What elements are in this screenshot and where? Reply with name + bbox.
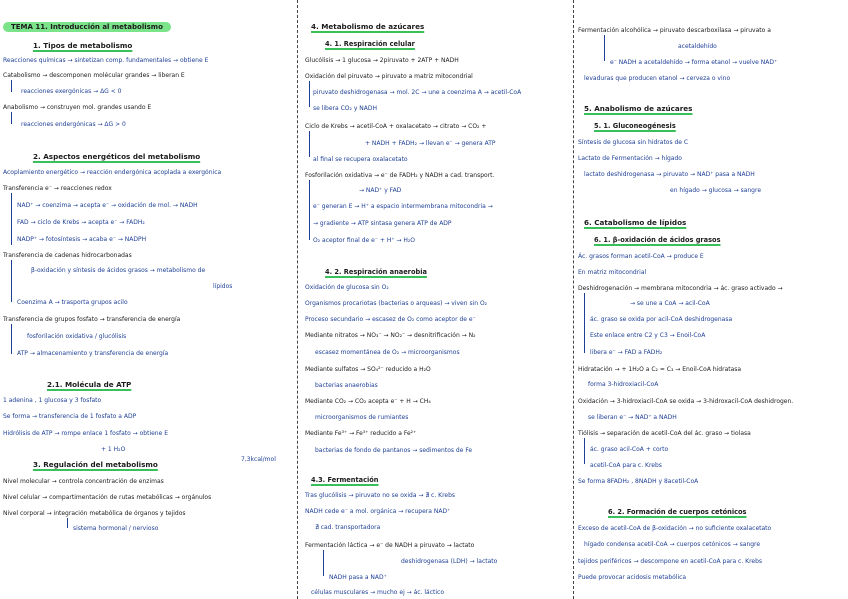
note-line: en hígado → glucosa → sangre [670,187,762,194]
note-line: Hidrólisis de ATP → rompe enlace 1 fosfato → obtiene E [3,430,168,437]
note-line: se libera CO₂ y NADH [313,105,378,112]
note-line: Fosforilación oxidativa → e⁻ de FADH₂ y NADH a cad. transport. [305,172,495,179]
subsection-heading: 5. 1. Gluconeogénesis [594,122,676,130]
note-line: Transferencia de cadenas hidrocarbonadas [3,252,132,259]
note-line: Transferencia e⁻ → reacciones redox [3,185,112,192]
note-line: NADH pasa a NAD⁺ [329,574,387,581]
note-line: Tras glucólisis → piruvato no se oxida → ∄ c. Krebs [305,492,456,499]
note-line: deshidrogenasa (LDH) → lactato [401,558,498,565]
note-line: Lactato de Fermentación → hígado [578,155,682,162]
bracket-line [309,131,310,157]
section-heading: 3. Regulación del metabolismo [33,460,158,469]
note-line: Glucólisis → 1 glucosa → 2piruvato + 2ATP + NADH [305,57,459,64]
note-line: Fermentación láctica → e⁻ de NADH a piruvato → lactato [305,542,475,549]
bracket-line [67,518,68,528]
note-line: β-oxidación y síntesis de ácidos grasos → metabolismo de [31,267,206,274]
note-line: sistema hormonal / nervioso [73,525,159,532]
note-line: piruvato deshidrogenasa → mol. 2C → une a coenzima A → acetil-CoA [313,89,522,96]
section-heading: 1. Tipos de metabolismo [33,41,133,50]
bracket-line [309,81,310,107]
note-line: Oxidación → 3-hidroxiacil-CoA se oxida → 3-hidroxacil-CoA deshidrogen. [578,398,794,405]
note-line: Síntesis de glucosa sin hidratos de C [578,139,689,146]
note-line: Mediante sulfatos → SO₄²⁻ reducido a H₂O [305,366,431,373]
column-divider-1 [297,0,298,599]
bracket-line [584,438,585,464]
subsection-heading: 4. 2. Respiración anaerobia [325,268,427,276]
section-heading: 5. Anabolismo de azúcares [584,104,693,113]
bracket-line [604,35,605,61]
note-line: Se forma → transferencia de 1 fosfato a ADP [3,413,137,420]
note-line: acetaldehído [678,43,717,50]
note-line: Nivel molecular → controla concentración de enzimas [3,478,164,485]
column-2 [305,0,570,599]
note-line: Nivel corporal → integración metabólica de órganos y tejidos [3,510,186,517]
note-line: Deshidrogenación → membrana mitocondria → ác. graso activado → [578,285,783,292]
note-line: microorganismos de rumiantes [315,414,409,421]
bracket-line [11,112,12,124]
note-line: Puede provocar acidosis metabólica [578,574,687,581]
note-line: Fermentación alcohólica → piruvato descarboxilasa → piruvato a [578,27,771,34]
note-line: bacterias anaerobias [315,382,378,389]
note-line: tejidos periféricos → descompone en acetil-CoA para c. Krebs [578,558,763,565]
bracket-line [309,180,310,240]
note-line: + 1 H₂O [101,446,126,453]
note-line: al final se recupera oxalacetato [313,156,408,163]
bracket-line [584,293,585,353]
column-divider-2 [573,0,574,599]
note-line: células musculares → mucho ej → ác. láctico [311,589,444,596]
note-line: lactato deshidrogenasa → piruvato → NAD⁺ pasa a NADH [584,171,755,178]
bracket-line [11,193,12,245]
note-line: 7,3kcal/mol [241,456,276,463]
bracket-line [11,80,12,92]
section-heading: 2. Aspectos energéticos del metabolismo [33,152,201,161]
note-line: Catabolismo → descomponen molécular grandes → liberan E [3,72,185,79]
note-line: Anabolismo → construyen mol. grandes usando E [3,104,152,111]
note-line: NADH cede e⁻ a mol. orgánica → recupera NAD⁺ [305,508,451,515]
note-line: forma 3-hidroxiacil-CoA [588,381,659,388]
note-line: reacciones endergónicas → ΔG > 0 [21,121,126,128]
bracket-line [11,260,12,302]
subsection-heading: 6. 2. Formación de cuerpos cetónicos [608,508,747,516]
note-line: acetil-CoA para c. Krebs [590,462,662,469]
column-1 [3,0,290,599]
note-line: En matriz mitocondrial [578,269,647,276]
note-line: hígado condensa acetil-CoA → cuerpos cetónicos → sangre [584,541,761,548]
note-line: Ác. grasos forman acetil-CoA → produce E [578,253,704,260]
note-line: Hidratación → + 1H₂O a C₂ = C₃ → Enoil-CoA hidratasa [578,366,742,373]
note-line: Oxidación de glucosa sin O₂ [305,284,389,291]
note-line: Acoplamiento energético → reacción endergónica acoplada a exergónica [3,169,222,176]
note-line: + NADH + FADH₂ → llevan e⁻ → genera ATP [365,140,496,147]
column-3 [578,0,846,599]
note-line: reacciones exergónicas → ΔG < 0 [21,88,122,95]
note-line: lípidos [213,283,233,290]
note-line: FAD → ciclo de Krebs → acepta e⁻ → FADH₂ [17,219,145,226]
note-line: ác. graso acil-CoA + corto [590,446,669,453]
note-line: Organismos procariotas (bacterias o arqueas) → viven sin O₂ [305,300,488,307]
subsection-heading: 4. 1. Respiración celular [325,40,415,48]
note-line: Transferencia de grupos fosfato → transferencia de energía [3,316,181,323]
note-line: Se forma 8FADH₂ , 8NADH y 8acetil-CoA [578,478,699,485]
note-line: bacterias de fondo de pantanos → sedimentos de Fe [315,447,473,454]
section-heading: 4. Metabolismo de azúcares [311,22,425,31]
note-line: → NAD⁺ y FAD [359,187,402,194]
note-line: Mediante CO₂ → CO₂ acepta e⁻ + H → CH₄ [305,398,431,405]
note-line: escasez momentánea de O₂ → microorganismos [315,349,460,356]
note-line: → se une a CoA → acil-CoA [630,300,710,307]
note-line: Ciclo de Krebs → acetil-CoA + oxalacetato → citrato → CO₂ + [305,123,487,130]
note-line: Tiólisis → separación de acetil-CoA del ác. graso → tiolasa [578,430,751,437]
section-heading: 6. Catabolismo de lípidos [584,218,687,227]
page-title: TEMA 11. Introducción al metabolismo [3,22,171,32]
note-line: → gradiente → ATP sintasa genera ATP de ADP [313,220,452,227]
note-line: fosforilación oxidativa / glucólisis [27,333,127,340]
note-line: Este enlace entre C2 y C3 → Enoil-CoA [590,332,706,339]
note-line: NADP⁺ → fotosíntesis → acaba e⁻ → NADPH [17,236,147,243]
note-line: ∄ cad. transportadora [315,524,381,531]
subsection-heading: 4.3. Fermentación [311,476,379,484]
note-line: libera e⁻ → FAD a FADH₂ [590,349,663,356]
note-line: 1 adenina , 1 glucosa y 3 fosfato [3,397,102,404]
note-line: Reacciones químicas → sintetizan comp. fundamentales → obtiene E [3,57,209,64]
note-line: NAD⁺ → coenzima → acepta e⁻ → oxidación de mol. → NADH [17,202,198,209]
subsection-heading: 6. 1. β-oxidación de ácidos grasos [594,236,721,244]
note-line: O₂ aceptor final de e⁻ + H⁺ → H₂O [313,237,416,244]
note-line: Proceso secundario → escasez de O₂ como aceptor de e⁻ [305,316,476,323]
note-line: Mediante Fe³⁺ → Fe³⁺ reducido a Fe²⁺ [305,430,417,437]
note-line: Mediante nitratos → NO₃⁻ → NO₂⁻ → desnitrificación → N₂ [305,332,476,339]
note-line: Nivel celular → compartimentación de rutas metabólicas → orgánulos [3,494,212,501]
note-line: ác. graso se oxida por acil-CoA deshidrogenasa [590,316,733,323]
note-line: se liberan e⁻ → NAD⁺ a NADH [588,414,677,421]
note-line: ATP → almacenamiento y transferencia de energía [17,350,169,357]
bracket-line [11,324,12,354]
note-line: Exceso de acetil-CoA de β-oxidación → no suficiente oxalacetato [578,525,772,532]
note-line: levaduras que producen etanol → cerveza o vino [584,75,731,82]
note-line: e⁻ generan E → H⁺ a espacio intermembrana mitocondria → [313,203,493,210]
bracket-line [323,550,324,576]
note-line: Oxidación del piruvato → piruvato a matriz mitocondrial [305,73,473,80]
section-heading: 2.1. Molécula de ATP [47,380,132,389]
note-line: e⁻ NADH a acetaldehído → forma etanol → vuelve NAD⁺ [610,59,778,66]
note-line: Coenzima A → trasporta grupos acilo [17,299,128,306]
